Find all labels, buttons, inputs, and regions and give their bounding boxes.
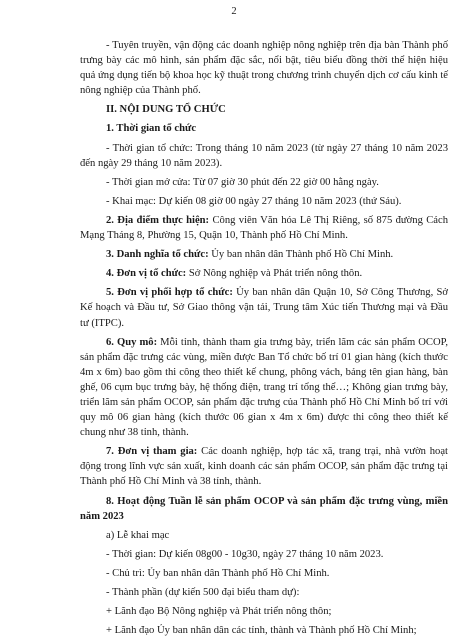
- label-organizer-name: 3. Danh nghĩa tổ chức:: [106, 249, 209, 261]
- paragraph-location: [80, 213, 448, 243]
- list-item-provinces: + Lãnh đạo Ủy ban nhân dân các tỉnh, thành và Thành phố Hồ Chí Minh;: [106, 625, 417, 637]
- label-scale: 6. Quy mô:: [106, 336, 158, 348]
- heading-time: 1. Thời gian tổ chức: [106, 123, 197, 135]
- paragraph-organizer-name: [80, 247, 448, 262]
- paragraph-opening-hours: - Thời gian mở cửa: Từ 07 giờ 30 phút đến 22 giờ 00 hằng ngày.: [106, 176, 379, 188]
- section-heading: II. NỘI DUNG TỔ CHỨC: [106, 104, 226, 116]
- paragraph-scale: [80, 335, 448, 441]
- paragraph-opening-time: - Thời gian: Dự kiến 08g00 - 10g30, ngày 27 tháng 10 năm 2023.: [106, 548, 384, 560]
- list-item-ministry: + Lãnh đạo Bộ Nông nghiệp và Phát triển nông thôn;: [106, 606, 332, 618]
- label-location: 2. Địa điểm thực hiện:: [106, 214, 210, 226]
- heading-activities: 8. Hoạt động Tuần lễ sản phẩm OCOP và sản phẩm đặc trưng vùng, miền năm 2023: [80, 495, 448, 522]
- text-scale: Mỗi tỉnh, thành tham gia trưng bày, triển lãm các sản phẩm OCOP, sản phẩm đặc trưng các vùng, miền được Ban Tổ chức bố trí 01 gian hàng (kích thước 4m x 6m) bao gồm thi công theo thiết kế chung, phông vách, bảng tên gian hàng, bàn ghế, 06 cụm bục trưng bày, hệ thống điện, trang trí tổng thể…; Không gian trưng bày, triển lãm sản phẩm OCOP, sản phẩm đặc trưng của Thành phố Hồ Chí Minh bố trí với quy mô 06 gian hàng (kích thước 06 gian x 4m x 6m) được thi công theo thiết kế chung như 38 tỉnh, thành.: [80, 336, 448, 439]
- text-organizer-unit: Sở Nông nghiệp và Phát triển nông thôn.: [186, 268, 363, 280]
- subheading-opening: a) Lễ khai mạc: [106, 529, 170, 541]
- paragraph-coordinators: [80, 285, 448, 330]
- paragraph-opening-attendees: - Thành phần (dự kiến 500 đại biểu tham dự):: [106, 587, 300, 598]
- paragraph-participants: [80, 444, 448, 489]
- paragraph-opening-ceremony: - Khai mạc: Dự kiến 08 giờ 00 ngày 27 tháng 10 năm 2023 (thứ Sáu).: [106, 195, 402, 207]
- document-body: [80, 38, 448, 638]
- paragraph-promotion: - Tuyên truyền, vận động các doanh nghiệp nông nghiệp trên địa bàn Thành phố trưng bày các mô hình, sản phẩm đặc sắc, nổi bật, tiêu biểu đồng thời thể hiện hiệu quả ứng dụng tiến bộ khoa học kỹ thuật trong chương trình chuyển dịch cơ cấu kinh tế nông nghiệp của Thành phố.: [80, 40, 448, 97]
- page-number: 2: [231, 6, 237, 17]
- paragraph-time-organize: - Thời gian tổ chức: Trong tháng 10 năm 2023 (từ ngày 27 tháng 10 năm 2023 đến ngày 29 tháng 10 năm 2023).: [80, 142, 448, 169]
- text-location: Công viên Văn hóa Lê Thị Riêng, số 875 đường Cách Mạng Tháng 8, Phường 15, Quận 10, Thành phố Hồ Chí Minh.: [80, 214, 448, 242]
- text-coordinators: Ủy ban nhân dân Quận 10, Sở Công Thương, Sở Kế hoạch và Đầu tư, Sở Giao thông vận tải, Trung tâm Xúc tiến Thương mại và Đầu tư (ITPC).: [80, 287, 448, 329]
- label-participants: 7. Đơn vị tham gia:: [106, 446, 198, 458]
- paragraph-organizer-unit: [80, 266, 448, 281]
- label-coordinators: 5. Đơn vị phối hợp tổ chức:: [106, 287, 233, 299]
- paragraph-opening-host: - Chủ trì: Ủy ban nhân dân Thành phố Hồ Chí Minh.: [106, 567, 330, 579]
- text-participants: Các doanh nghiệp, hợp tác xã, trang trại, nhà vườn hoạt động trong lĩnh vực sản xuất, kinh doanh các sản phẩm OCOP, sản phẩm đặc trưng tại Thành phố Hồ Chí Minh và 38 tỉnh, thành.: [80, 446, 449, 488]
- label-organizer-unit: 4. Đơn vị tổ chức:: [106, 268, 187, 280]
- text-organizer-name: Ủy ban nhân dân Thành phố Hồ Chí Minh.: [208, 249, 394, 261]
